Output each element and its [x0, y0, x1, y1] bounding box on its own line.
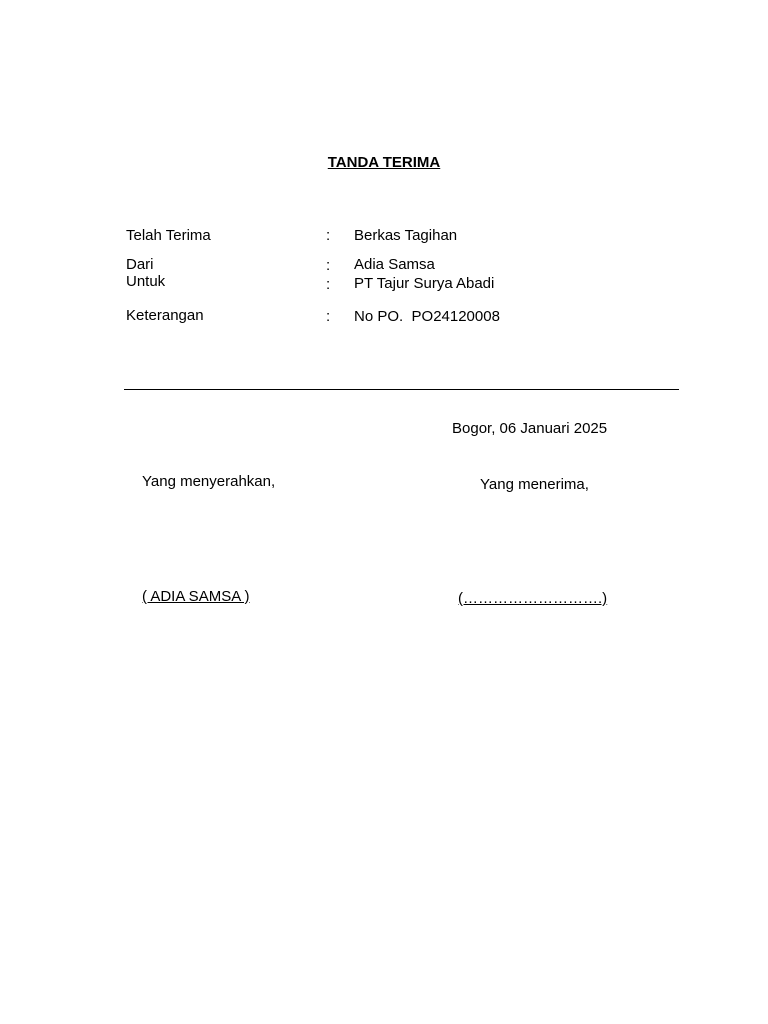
field-value-dari: Adia Samsa: [354, 256, 435, 273]
signature-name-giver: ( ADIA SAMSA ): [142, 588, 250, 605]
place-date: Bogor, 06 Januari 2025: [452, 420, 608, 437]
signature-label-receiver: Yang menerima,: [480, 476, 589, 493]
field-colon: :: [326, 227, 331, 244]
field-label-keterangan: Keterangan: [126, 307, 204, 324]
document-title: TANDA TERIMA: [327, 154, 441, 171]
field-colon: :: [326, 308, 331, 325]
horizontal-divider: [124, 389, 679, 390]
field-value-telah-terima: Berkas Tagihan: [354, 227, 458, 244]
field-value-untuk: PT Tajur Surya Abadi: [354, 275, 495, 292]
field-label-telah-terima: Telah Terima: [126, 227, 211, 244]
signature-label-giver: Yang menyerahkan,: [142, 473, 276, 490]
signature-name-receiver: (……………………….): [458, 590, 608, 607]
field-colon: :: [326, 257, 331, 274]
field-label-untuk: Untuk: [126, 273, 166, 290]
field-label-dari: Dari: [126, 256, 154, 273]
field-colon: :: [326, 276, 331, 293]
field-value-keterangan: No PO. PO24120008: [354, 308, 500, 325]
